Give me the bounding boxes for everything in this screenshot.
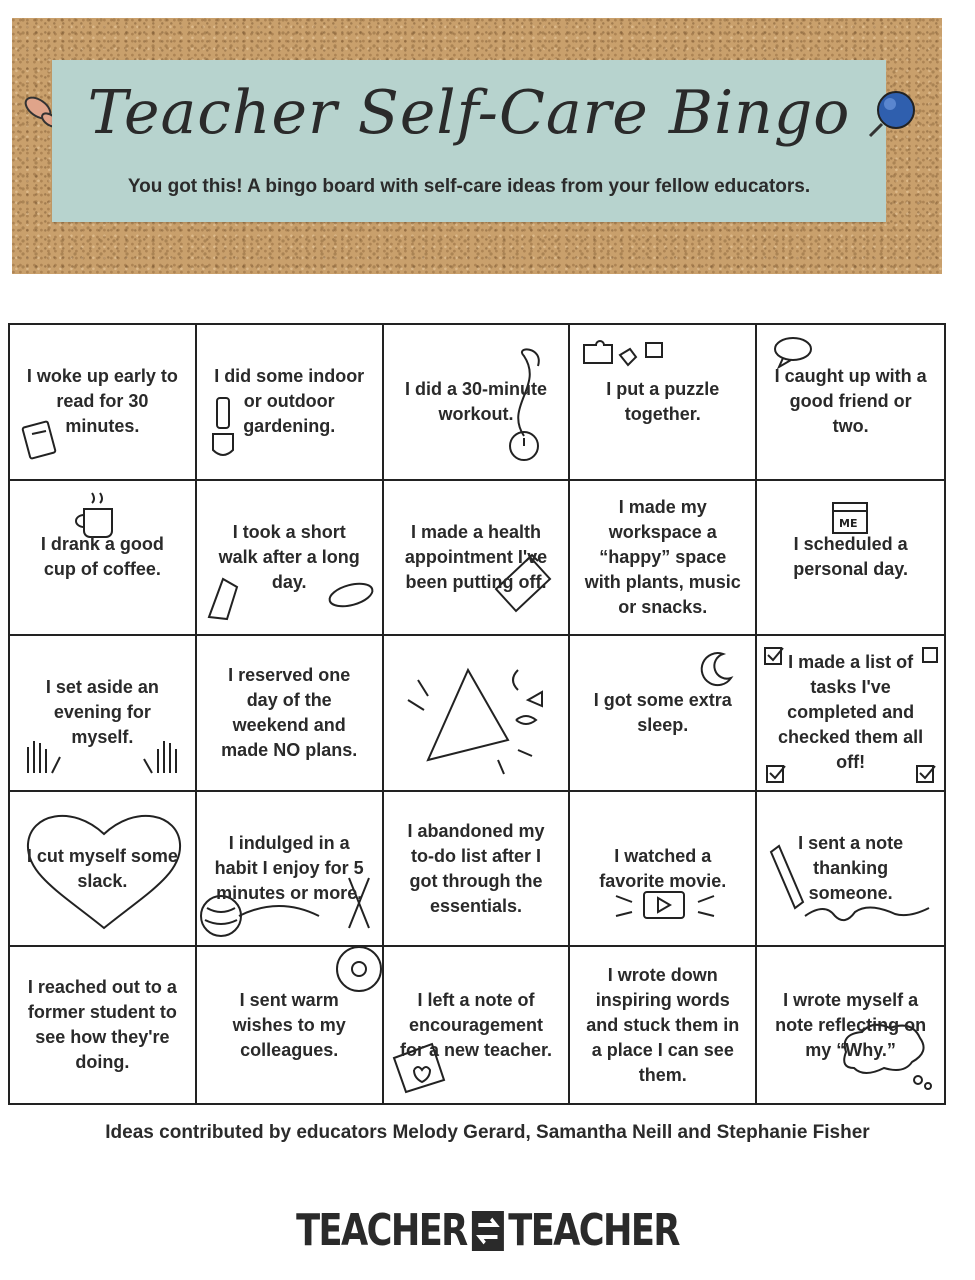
bingo-cell-text: I watched a favorite movie. (599, 845, 727, 891)
bingo-cell[interactable] (757, 636, 944, 792)
bingo-cell[interactable] (197, 792, 384, 948)
bingo-cell[interactable] (384, 481, 571, 637)
bingo-cell[interactable] (10, 481, 197, 637)
bingo-cell[interactable] (10, 947, 197, 1103)
bingo-cell[interactable] (570, 325, 757, 481)
svg-text:ME: ME (839, 516, 858, 530)
bingo-cell-text: I got some extra sleep. (593, 689, 732, 735)
logo-left-text: TEACHER (296, 1205, 467, 1256)
teacher-teacher-logo (98, 1205, 878, 1256)
bingo-cell[interactable] (570, 481, 757, 637)
bingo-cell[interactable] (197, 947, 384, 1103)
party-popper-icon (398, 650, 558, 785)
bingo-cell[interactable] (757, 947, 944, 1103)
bingo-cell-text: I sent warm wishes to my colleagues. (232, 989, 346, 1060)
bingo-cell-text: I woke up early to read for 30 minutes. (26, 366, 178, 437)
bingo-cell-text: I did some indoor or outdoor gardening. (214, 366, 365, 437)
logo-arrows-icon (472, 1211, 504, 1251)
page-subtitle: You got this! A bingo board with self-care ideas from your fellow educators. (127, 176, 811, 197)
bingo-cell[interactable] (384, 636, 571, 792)
bingo-cell[interactable] (197, 636, 384, 792)
logo-right-text: TEACHER (508, 1205, 679, 1256)
bingo-cell-text: I cut myself some slack. (26, 845, 178, 891)
bingo-cell-text: I set aside an evening for myself. (45, 677, 159, 748)
bingo-cell-text: I abandoned my to-do list after I got through the essentials. (407, 820, 545, 916)
bingo-cell-text: I reached out to a former student to see how they're doing. (27, 977, 177, 1073)
bingo-cell-text: I wrote down inspiring words and stuck them in a place I can see them. (586, 964, 740, 1085)
bingo-board (8, 323, 946, 1105)
pushpin-right-icon (864, 84, 924, 144)
puzzle-icon (580, 335, 680, 380)
bingo-cell[interactable] (384, 325, 571, 481)
page-title: Teacher Self-Care Bingo (87, 78, 851, 148)
bingo-cell-text: I left a note of encouragement for a new teacher. (399, 989, 553, 1060)
bingo-cell-text: I scheduled a personal day. (793, 534, 908, 580)
bingo-cell[interactable] (570, 947, 757, 1103)
bingo-cell[interactable] (10, 636, 197, 792)
bingo-cell-text: I sent a note thanking someone. (798, 833, 904, 904)
bingo-cell[interactable] (757, 325, 944, 481)
bingo-cell-text: I made a health appointment I've been putting off. (404, 521, 548, 592)
bingo-cell[interactable] (570, 792, 757, 948)
bingo-cell-text: I reserved one day of the weekend and made NO plans. (221, 664, 358, 760)
bingo-cell[interactable] (197, 325, 384, 481)
bingo-cell-text: I did a 30-minute workout. (404, 378, 547, 424)
bingo-cell-text: I indulged in a habit I enjoy for 5 minutes or more. (214, 833, 364, 904)
title-banner (52, 60, 886, 222)
bingo-cell-text: I drank a good cup of coffee. (40, 534, 164, 580)
bingo-cell[interactable] (10, 792, 197, 948)
bingo-cell-text: I wrote myself a note reflecting on my “Why.” (775, 989, 927, 1060)
bingo-cell[interactable] (757, 481, 944, 637)
bingo-cell-text: I caught up with a good friend or two. (774, 366, 927, 437)
bingo-cell[interactable] (570, 636, 757, 792)
bingo-cell[interactable] (10, 325, 197, 481)
bingo-cell[interactable] (757, 792, 944, 948)
credits-text: Ideas contributed by educators Melody Gerard, Samantha Neill and Stephanie Fisher (105, 1122, 870, 1143)
bingo-cell[interactable] (384, 947, 571, 1103)
bingo-cell[interactable] (384, 792, 571, 948)
bingo-cell-text: I put a puzzle together. (606, 378, 720, 424)
bingo-cell[interactable] (197, 481, 384, 637)
bingo-cell-text: I made my workspace a “happy” space with plants, music or snacks. (584, 496, 741, 617)
bingo-cell-text: I took a short walk after a long day. (218, 521, 360, 592)
bingo-cell-text: I made a list of tasks I've completed and checked them all off! (778, 652, 924, 773)
